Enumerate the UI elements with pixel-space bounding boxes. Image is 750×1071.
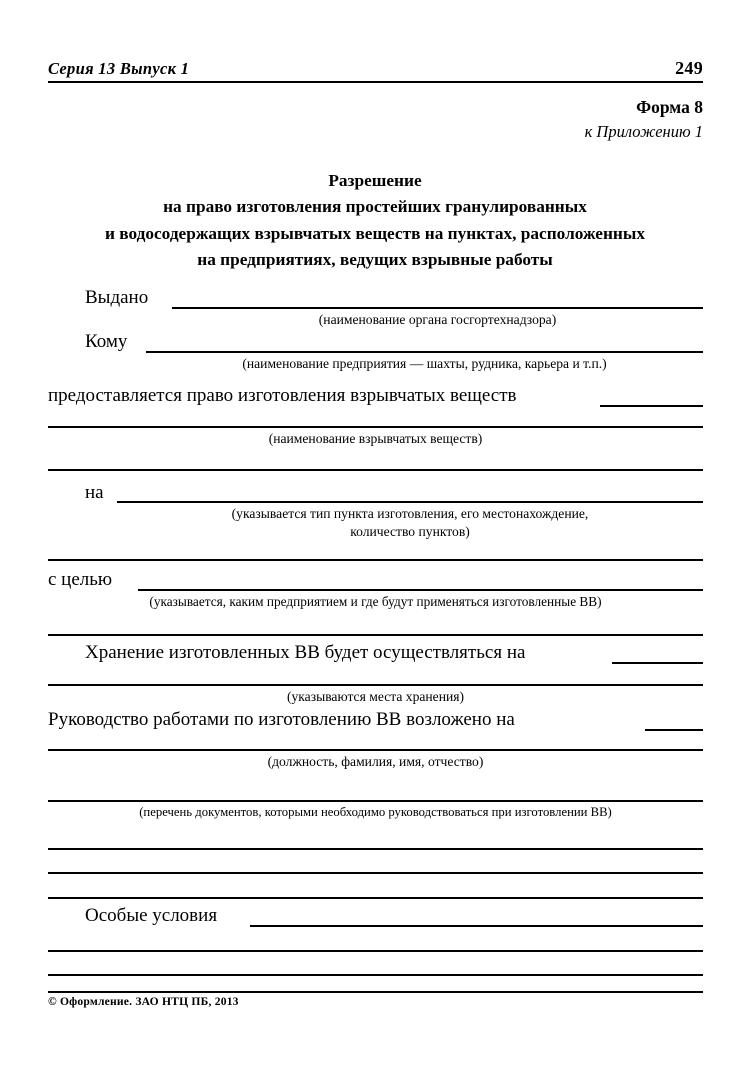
document-title-line-2: на право изготовления простейших гранулированных xyxy=(163,197,587,217)
issued-by-label: Выдано xyxy=(85,287,149,308)
storage-statement: Хранение изготовленных ВВ будет осуществляться на xyxy=(85,642,526,663)
document-title-line-3: и водосодержащих взрывчатых веществ на пунктах, расположенных xyxy=(104,223,646,243)
supervision-caption: (должность, фамилия, имя, отчество) xyxy=(267,754,484,769)
storage-input-line[interactable] xyxy=(48,684,703,686)
issued-to-label: Кому xyxy=(85,331,128,352)
special-conditions-blank-line-1[interactable] xyxy=(48,950,703,952)
copyright-footer: © Оформление. ЗАО НТЦ ПБ, 2013 xyxy=(48,995,239,1008)
document-title xyxy=(32,168,718,273)
page-number: 249 xyxy=(675,58,703,78)
storage-inline-input-line[interactable] xyxy=(612,662,703,664)
documents-blank-line-3[interactable] xyxy=(48,897,703,899)
storage-caption: (указываются места хранения) xyxy=(286,689,465,704)
form-appendix-reference: к Приложению 1 xyxy=(584,121,703,141)
purpose-input-line[interactable] xyxy=(138,589,703,591)
issued-to-input-line[interactable] xyxy=(146,351,703,353)
grant-statement: предоставляется право изготовления взрывчатых веществ xyxy=(48,385,517,406)
special-conditions-blank-line-3[interactable] xyxy=(48,991,703,993)
supervision-input-line[interactable] xyxy=(48,749,703,751)
issued-to-caption: (наименование предприятия — шахты, рудника, карьера и т.п.) xyxy=(242,356,607,371)
supervision-statement: Руководство работами по изготовлению ВВ возложено на xyxy=(48,709,515,730)
grant-input-line[interactable] xyxy=(48,426,703,428)
location-caption-line-1: (указывается тип пункта изготовления, его местонахождение, xyxy=(231,506,589,521)
location-input-line[interactable] xyxy=(117,501,703,503)
documents-blank-line-2[interactable] xyxy=(48,872,703,874)
documents-input-line[interactable] xyxy=(48,800,703,802)
location-upper-line[interactable] xyxy=(48,469,703,471)
special-conditions-blank-line-2[interactable] xyxy=(48,974,703,976)
issued-by-caption: (наименование органа госгортехнадзора) xyxy=(318,312,557,327)
documents-blank-line-1[interactable] xyxy=(48,848,703,850)
running-head-series: Серия 13 Выпуск 1 xyxy=(48,59,190,78)
grant-inline-input-line[interactable] xyxy=(600,405,703,407)
special-conditions-input-line[interactable] xyxy=(250,925,703,927)
purpose-caption: (указывается, каким предприятием и где будут применяться изготовленные ВВ) xyxy=(149,594,602,609)
document-title-line-1: Разрешение xyxy=(328,171,422,190)
running-head xyxy=(48,58,703,83)
supervision-inline-input-line[interactable] xyxy=(645,729,703,731)
location-label: на xyxy=(85,482,104,503)
special-conditions-label: Особые условия xyxy=(85,905,218,926)
grant-caption: (наименование взрывчатых веществ) xyxy=(268,431,483,446)
purpose-label: с целью xyxy=(48,569,113,590)
issued-by-input-line[interactable] xyxy=(172,307,703,309)
documents-caption: (перечень документов, которыми необходимо руководствоваться при изготовлении ВВ) xyxy=(139,805,612,819)
form-identifier xyxy=(585,95,703,143)
storage-upper-line[interactable] xyxy=(48,634,703,636)
purpose-upper-line[interactable] xyxy=(48,559,703,561)
document-title-line-4: на предприятиях, ведущих взрывные работы xyxy=(197,249,553,269)
form-number: Форма 8 xyxy=(636,97,703,117)
location-caption-line-2: количество пунктов) xyxy=(350,524,470,539)
